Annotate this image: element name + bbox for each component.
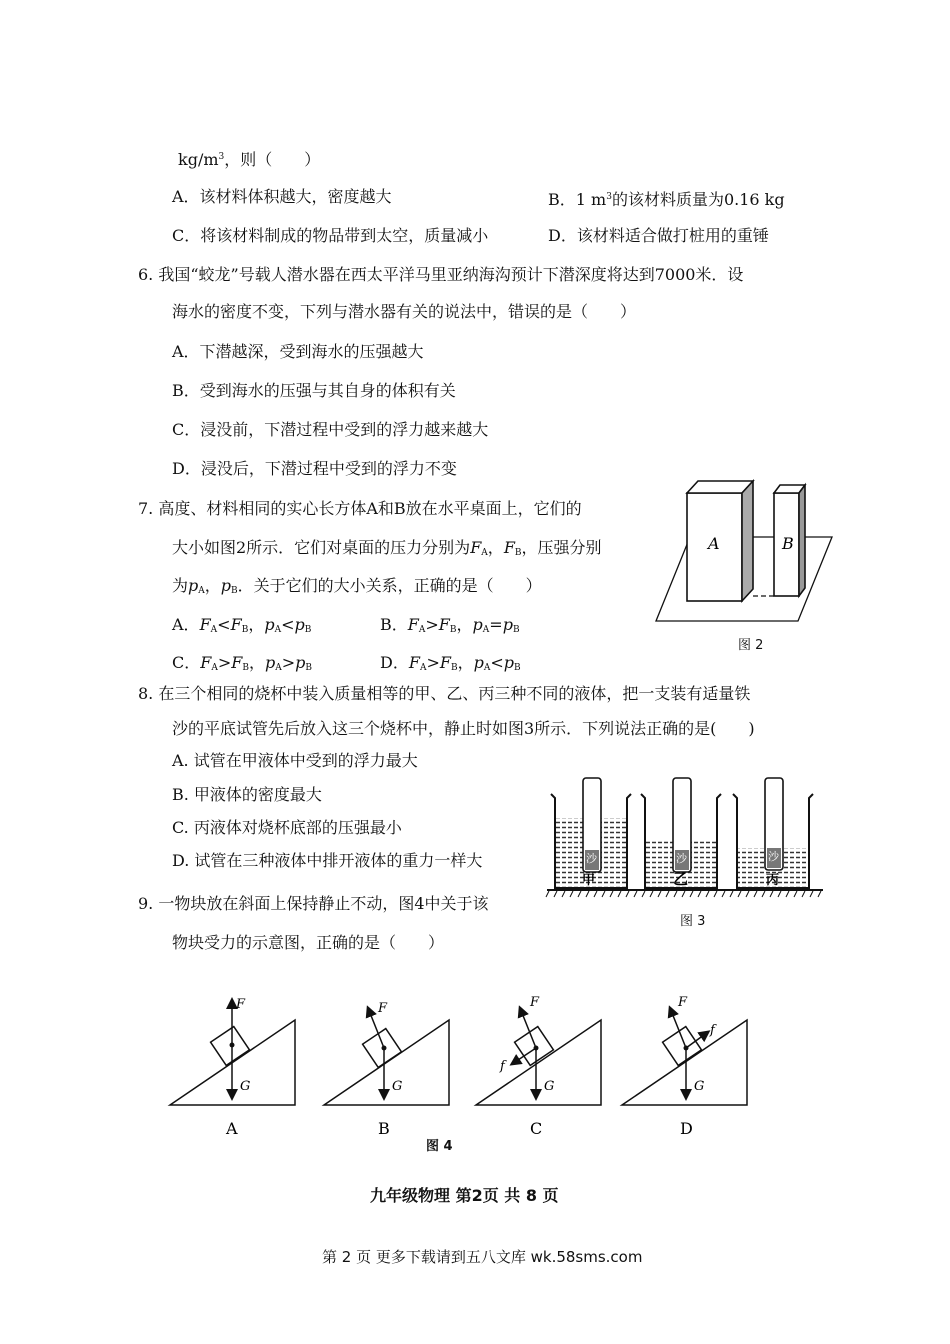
fig4-caption: 图 4: [426, 1139, 453, 1154]
block-b-side: [799, 485, 805, 596]
fig2-label-b: B: [782, 534, 794, 553]
beaker-label-bing: 丙: [766, 873, 780, 888]
beaker-label-jia: 甲: [582, 873, 596, 888]
panel-label-d: D: [680, 1119, 693, 1138]
q6-stem-line2: 海水的密度不变，下列与潜水器有关的说法中，错误的是（ ）: [172, 302, 637, 321]
q5-option-a: A．该材料体积越大，密度越大: [172, 187, 392, 206]
figure-4: [160, 990, 770, 1155]
source-footer: 第 2 页 更多下载请到五八文库 wk.58sms.com: [322, 1248, 643, 1266]
fig4-panel-a: [170, 997, 295, 1105]
q6-stem-line1: 6. 我国“蛟龙”号载人潜水器在西太平洋马里亚纳海沟预计下潜深度将达到7000米．设: [138, 265, 744, 284]
q7-option-c: C．$F_A>F_B$，$p_A>p_B$: [172, 653, 313, 673]
q5-option-b: B．1 $m^3$的该材料质量为0.16 kg: [548, 190, 785, 209]
force-friction-label-c: f: [500, 1059, 505, 1074]
q7-stem-line1: 7. 高度、材料相同的实心长方体A和B放在水平桌面上，它们的: [138, 499, 582, 518]
sand-label-yi: 沙: [676, 852, 687, 865]
q9-stem-line2: 物块受力的示意图，正确的是（ ）: [172, 933, 445, 952]
q7-stem-line2: 大小如图2所示．它们对桌面的压力分别为$F_A$，$F_B$，压强分别: [172, 538, 602, 558]
q7-option-d: D．$F_A>F_B$，$p_A<p_B$: [380, 653, 521, 673]
force-g-label-c: G: [544, 1079, 555, 1094]
fig3-caption: 图 3: [680, 914, 706, 929]
panel-label-c: C: [530, 1119, 543, 1138]
q7-option-a: A．$F_A<F_B$，$p_A<p_B$: [172, 615, 312, 635]
force-g-label-b: G: [392, 1079, 403, 1094]
q8-option-c: C. 丙液体对烧杯底部的压强最小: [172, 818, 402, 837]
q8-stem-line2: 沙的平底试管先后放入这三个烧杯中，静止时如图3所示．下列说法正确的是( ): [172, 719, 755, 738]
q6-option-d: D．浸没后，下潜过程中受到的浮力不变: [172, 459, 457, 478]
q6-option-c: C．浸没前，下潜过程中受到的浮力越来越大: [172, 420, 489, 439]
q5-option-c: C．将该材料制成的物品带到太空，质量减小: [172, 226, 489, 245]
q8-option-a: A. 试管在甲液体中受到的浮力最大: [172, 751, 418, 770]
fig4-panel-d: [622, 995, 747, 1105]
page-footer: 九年级物理 第2页 共 8 页: [370, 1186, 559, 1205]
fig2-label-a: A: [708, 534, 720, 553]
force-g-label-a: G: [240, 1079, 251, 1094]
force-f-label-c: F: [530, 995, 540, 1010]
force-f-label-a: F: [236, 997, 246, 1012]
q7-option-b: B．$F_A>F_B$，$p_A=p_B$: [380, 615, 520, 635]
sand-label-bing: 沙: [768, 850, 779, 863]
beaker-jia: [551, 778, 631, 888]
force-f-label-b: F: [378, 1001, 388, 1016]
q7-stem-line3: 为$p_A$，$p_B$．关于它们的大小关系，正确的是（ ）: [172, 576, 542, 596]
beaker-yi: [641, 778, 721, 888]
panel-label-a: A: [226, 1119, 238, 1138]
ground-hatch: [546, 891, 821, 897]
fig2-caption: 图 2: [738, 638, 764, 653]
figure-2: [650, 475, 840, 635]
q6-option-a: A．下潜越深，受到海水的压强越大: [172, 342, 424, 361]
q8-option-d: D. 试管在三种液体中排开液体的重力一样大: [172, 851, 483, 870]
q9-stem-line1: 9. 一物块放在斜面上保持静止不动，图4中关于该: [138, 894, 489, 913]
q6-option-b: B．受到海水的压强与其自身的体积有关: [172, 381, 456, 400]
panel-label-b: B: [378, 1119, 390, 1138]
fig4-panel-c: [476, 995, 601, 1105]
force-friction-label-d: f: [710, 1023, 715, 1038]
beaker-bing: [733, 778, 813, 888]
figure-3: [545, 770, 825, 910]
fig4-panel-b: [324, 1001, 449, 1105]
beaker-label-yi: 乙: [673, 870, 689, 888]
block-a-side: [742, 481, 753, 601]
sand-label-jia: 沙: [586, 852, 597, 865]
q8-stem-line1: 8. 在三个相同的烧杯中装入质量相等的甲、乙、丙三种不同的液体，把一支装有适量铁: [138, 684, 751, 703]
q8-option-b: B. 甲液体的密度最大: [172, 785, 322, 804]
force-f-label-d: F: [678, 995, 688, 1010]
q5-tail: $kg/m^3$，则（ ）: [178, 150, 321, 169]
q5-option-d: D．该材料适合做打桩用的重锤: [548, 226, 769, 245]
force-g-label-d: G: [694, 1079, 705, 1094]
